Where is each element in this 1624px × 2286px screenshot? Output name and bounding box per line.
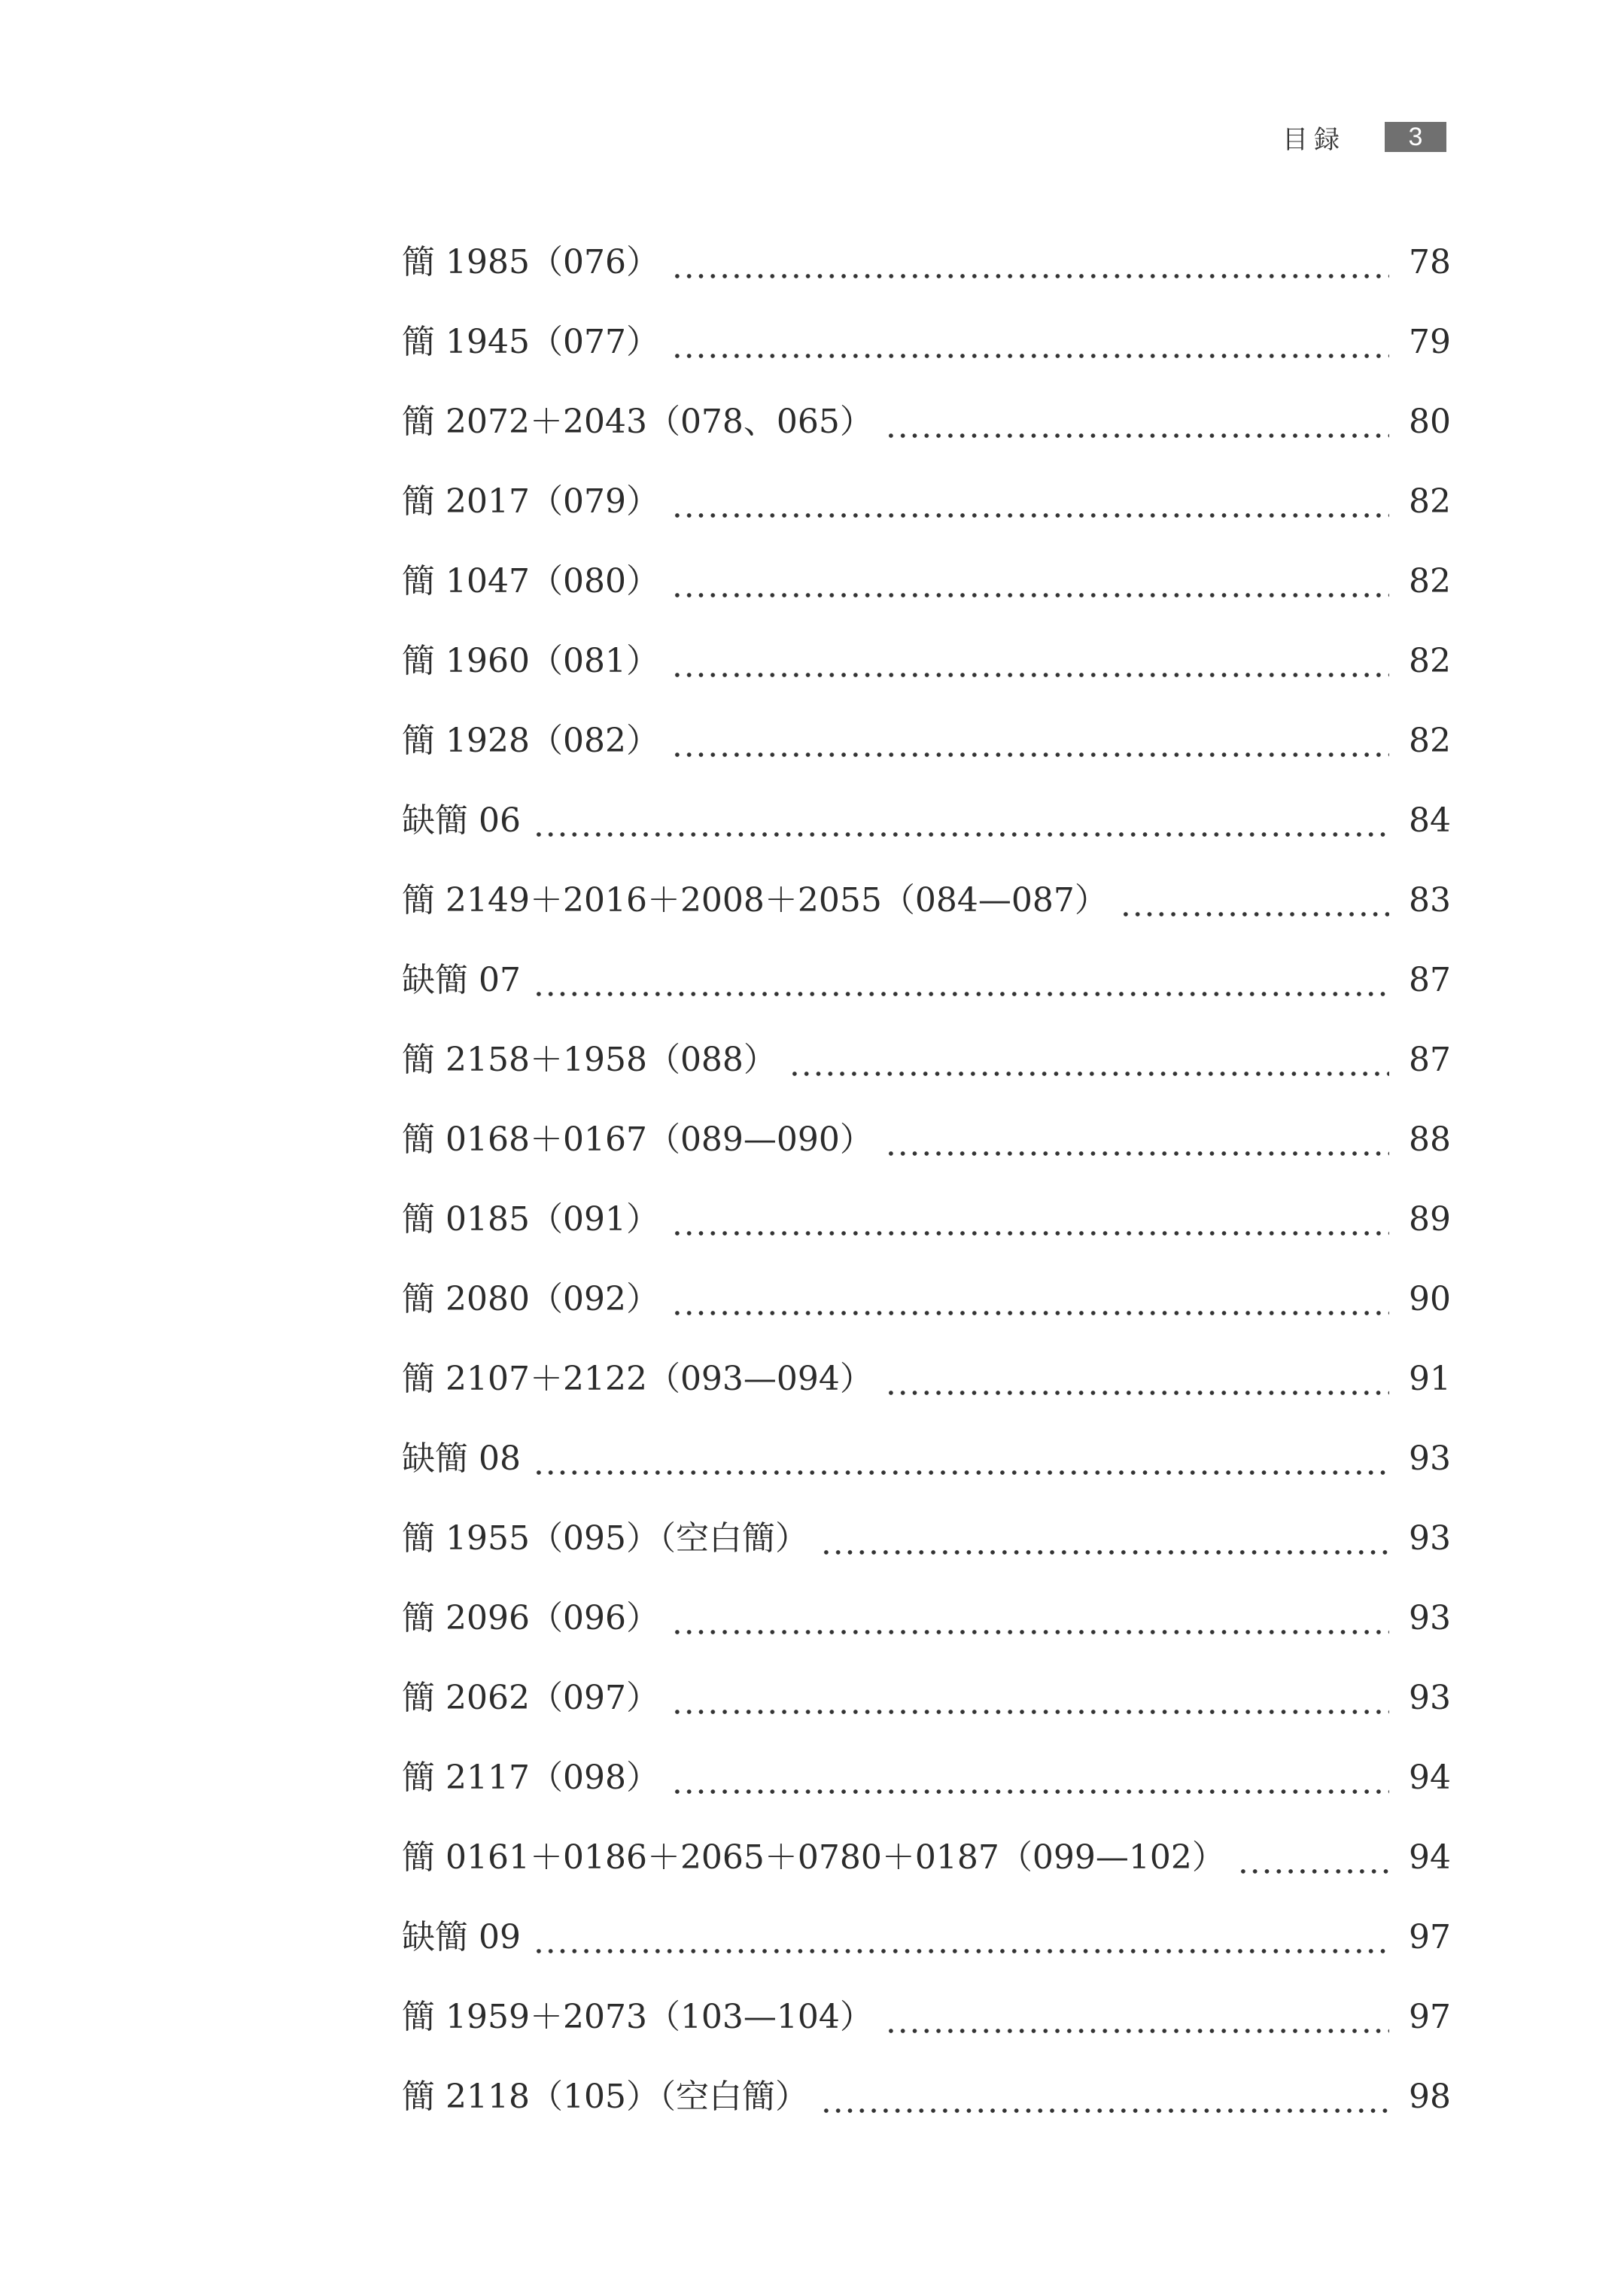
dot-leader — [820, 1550, 1389, 1555]
dot-leader — [885, 1151, 1389, 1156]
toc-entry-title: 簡 1960（081） — [402, 642, 659, 680]
toc-entry-page: 98 — [1409, 2078, 1451, 2116]
toc-entry-title: 缺簡 07 — [402, 961, 521, 999]
toc-entry-page: 82 — [1409, 562, 1451, 600]
toc-entry-title: 簡 2118（105）（空白簡） — [402, 2078, 808, 2116]
toc-entry-title: 缺簡 06 — [402, 801, 521, 840]
dot-leader — [671, 274, 1389, 278]
toc-entry-title: 簡 0161＋0186＋2065＋0780＋0187（099—102） — [402, 1838, 1225, 1877]
toc-entry-title: 簡 2117（098） — [402, 1759, 659, 1797]
toc-entry-page: 93 — [1409, 1679, 1451, 1717]
dot-leader — [820, 2108, 1389, 2113]
dot-leader — [671, 1710, 1389, 1714]
toc-entry-title: 缺簡 09 — [402, 1918, 521, 1956]
toc-entry[interactable] — [402, 1353, 1451, 1433]
toc-entry[interactable] — [402, 1193, 1451, 1273]
toc-entry[interactable] — [402, 316, 1451, 396]
toc-entry[interactable] — [402, 795, 1451, 874]
page-number: 3 — [1385, 122, 1446, 152]
toc-entry[interactable] — [402, 874, 1451, 954]
toc-entry[interactable] — [402, 1991, 1451, 2071]
toc-entry[interactable] — [402, 635, 1451, 715]
toc-entry-title: 簡 2096（096） — [402, 1599, 659, 1637]
dot-leader — [1120, 912, 1389, 917]
toc-entry-page: 89 — [1409, 1200, 1451, 1239]
toc-entry[interactable] — [402, 476, 1451, 555]
toc-entry-title: 簡 2158＋1958（088） — [402, 1041, 777, 1079]
dot-leader — [671, 1311, 1389, 1315]
dot-leader — [671, 354, 1389, 358]
dot-leader — [533, 992, 1389, 996]
dot-leader — [671, 752, 1389, 757]
toc-entry[interactable] — [402, 1433, 1451, 1512]
toc-entry-title: 簡 1945（077） — [402, 323, 659, 361]
toc-entry[interactable] — [402, 1512, 1451, 1592]
toc-entry-page: 93 — [1409, 1439, 1451, 1478]
toc-entry-title: 簡 2149＋2016＋2008＋2055（084—087） — [402, 881, 1108, 920]
table-of-contents — [402, 236, 1451, 2151]
dot-leader — [671, 673, 1389, 677]
toc-entry[interactable] — [402, 1273, 1451, 1353]
toc-entry[interactable] — [402, 954, 1451, 1034]
toc-entry-page: 80 — [1409, 403, 1451, 441]
toc-entry-page: 88 — [1409, 1120, 1451, 1159]
toc-entry-title: 簡 1047（080） — [402, 562, 659, 600]
toc-entry[interactable] — [402, 1752, 1451, 1832]
toc-entry-title: 簡 0185（091） — [402, 1200, 659, 1239]
toc-entry[interactable] — [402, 1592, 1451, 1672]
toc-entry-page: 82 — [1409, 482, 1451, 521]
toc-entry-title: 簡 2107＋2122（093—094） — [402, 1360, 873, 1398]
toc-entry-title: 簡 1955（095）（空白簡） — [402, 1519, 808, 1558]
toc-entry-page: 83 — [1409, 881, 1451, 920]
toc-entry-title: 簡 0168＋0167（089—090） — [402, 1120, 873, 1159]
section-label: 目録 — [1282, 124, 1346, 155]
toc-entry[interactable] — [402, 1911, 1451, 1991]
toc-entry-title: 簡 2062（097） — [402, 1679, 659, 1717]
toc-entry-page: 94 — [1409, 1838, 1451, 1877]
toc-entry[interactable] — [402, 396, 1451, 476]
toc-entry-page: 78 — [1409, 243, 1451, 281]
toc-entry[interactable] — [402, 236, 1451, 316]
toc-entry-page: 97 — [1409, 1918, 1451, 1956]
dot-leader — [533, 832, 1389, 837]
running-head — [1282, 120, 1446, 154]
toc-entry-title: 簡 1985（076） — [402, 243, 659, 281]
toc-entry-page: 97 — [1409, 1998, 1451, 2036]
toc-entry-page: 82 — [1409, 722, 1451, 760]
toc-entry-page: 87 — [1409, 961, 1451, 999]
dot-leader — [671, 1630, 1389, 1634]
dot-leader — [671, 513, 1389, 518]
toc-entry[interactable] — [402, 555, 1451, 635]
toc-entry-title: 簡 2017（079） — [402, 482, 659, 521]
toc-entry-title: 簡 2080（092） — [402, 1280, 659, 1318]
toc-entry[interactable] — [402, 1832, 1451, 1911]
toc-entry-page: 93 — [1409, 1519, 1451, 1558]
dot-leader — [671, 1231, 1389, 1236]
dot-leader — [885, 433, 1389, 438]
toc-entry[interactable] — [402, 715, 1451, 795]
dot-leader — [533, 1949, 1389, 1953]
dot-leader — [885, 2029, 1389, 2033]
dot-leader — [1237, 1869, 1389, 1874]
toc-entry-title: 簡 1959＋2073（103—104） — [402, 1998, 873, 2036]
toc-entry-title: 簡 2072＋2043（078、065） — [402, 403, 873, 441]
toc-entry[interactable] — [402, 1672, 1451, 1752]
dot-leader — [671, 1789, 1389, 1794]
toc-entry-page: 94 — [1409, 1759, 1451, 1797]
dot-leader — [885, 1391, 1389, 1395]
toc-entry[interactable] — [402, 1114, 1451, 1193]
dot-leader — [789, 1072, 1389, 1076]
toc-entry-page: 90 — [1409, 1280, 1451, 1318]
toc-entry[interactable] — [402, 2071, 1451, 2151]
dot-leader — [671, 593, 1389, 597]
toc-entry-page: 91 — [1409, 1360, 1451, 1398]
dot-leader — [533, 1470, 1389, 1475]
toc-entry-page: 79 — [1409, 323, 1451, 361]
toc-entry-title: 缺簡 08 — [402, 1439, 521, 1478]
toc-entry-title: 簡 1928（082） — [402, 722, 659, 760]
toc-entry[interactable] — [402, 1034, 1451, 1114]
toc-entry-page: 84 — [1409, 801, 1451, 840]
toc-entry-page: 82 — [1409, 642, 1451, 680]
toc-entry-page: 87 — [1409, 1041, 1451, 1079]
toc-entry-page: 93 — [1409, 1599, 1451, 1637]
